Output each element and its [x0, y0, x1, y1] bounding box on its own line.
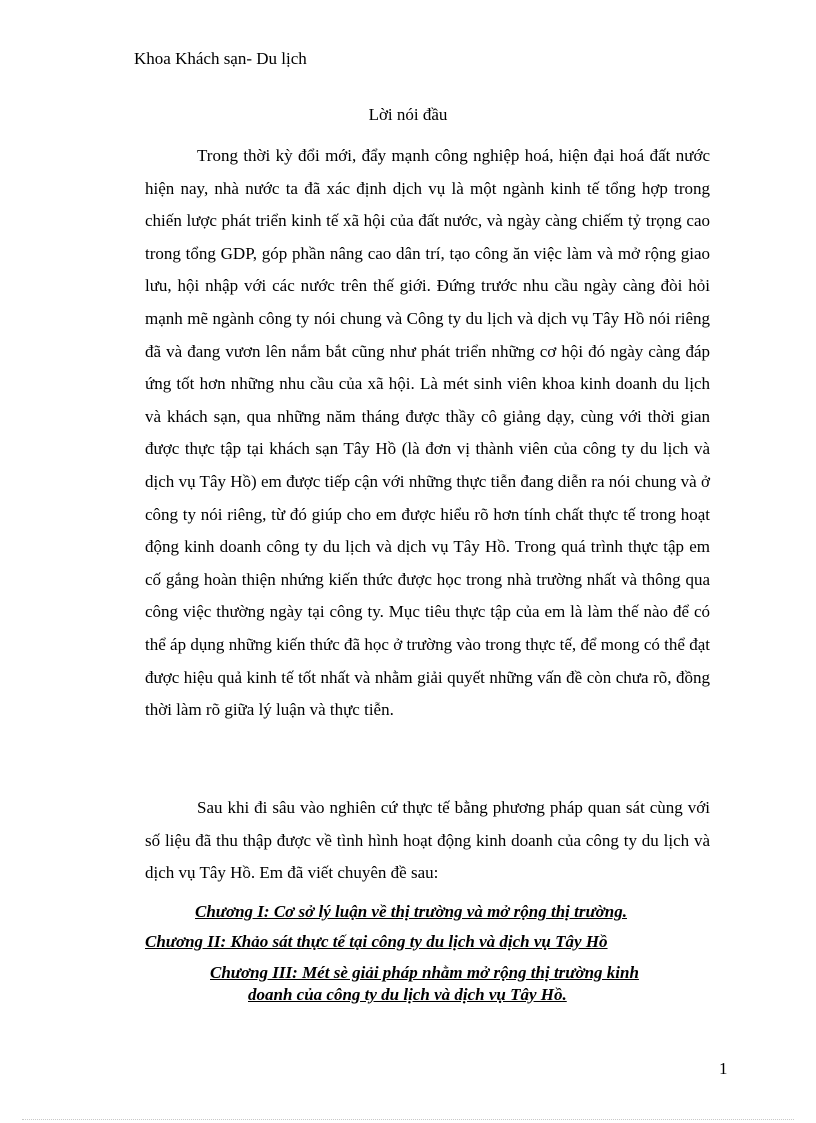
page-header: Khoa Khách sạn- Du lịch — [134, 49, 307, 68]
page-title: Lời nói đầu — [368, 105, 448, 124]
chapter-1-heading: Chương I: Cơ sở lý luận về thị trường và mở rộng thị trường. — [195, 902, 627, 921]
page-number: 1 — [719, 1059, 728, 1078]
intro-paragraph-1: Trong thời kỳ đổi mới, đẩy mạnh công nghiệp hoá, hiện đại hoá đất nước hiện nay, nhà nước ta đã xác định dịch vụ là một ngành kinh tế tổng hợp trong chiến lược phát triển kinh tế xã hội của đất nước, và ngày càng chiếm tỷ trọng cao trong tổng GDP, góp phần nâng cao dân trí, tạo công ăn việc làm và mở rộng giao lưu, hội nhập với các nước trên thế giới. Đứng trước nhu cầu ngày càng đòi hỏi mạnh mẽ ngành công ty nói chung và Công ty du lịch và dịch vụ Tây Hồ nói riêng đã và đang vươn lên nắm bắt cũng như phát triển những cơ hội đó ngày càng đáp ứng tốt hơn những nhu cầu của xã hội. Là mét sinh viên khoa kinh doanh du lịch và khách sạn, qua những năm tháng được thầy cô giảng dạy, cùng với thời gian được thực tập tại khách sạn Tây Hồ (là đơn vị thành viên của công ty du lịch và dịch vụ Tây Hồ) em được tiếp cận với những thực tiễn đang diễn ra nói chung và ở công ty nói riêng, từ đó giúp cho em được hiểu rõ hơn tính chất thực tế trong hoạt động kinh doanh công ty du lịch và dịch vụ Tây Hồ. Trong quá trình thực tập em cố gắng hoàn thiện nhứng kiến thức được học trong nhà trường nhất và thông qua công việc thường ngày tại công ty. Mục tiêu thực tập của em là làm thế nào để có thể áp dụng những kiến thức đã học ở trường vào trong thực tế, để mong có thể đạt được hiệu quả kinh tế tốt nhất và nhằm giải quyết những vấn đề còn chưa rõ, đồng thời làm rõ giữa lý luận và thực tiễn. — [145, 146, 710, 720]
chapter-3-heading — [210, 962, 710, 1006]
page-bottom-divider — [22, 1119, 794, 1120]
chapter-3-line-1: Chương III: Mét sè giải pháp nhằm mở rộng thị trường kinh — [210, 963, 639, 982]
chapter-2-heading: Chương II: Khảo sát thực tế tại công ty du lịch và dịch vụ Tây Hồ — [145, 932, 608, 951]
intro-paragraph-2: Sau khi đi sâu vào nghiên cứ thực tế bằng phương pháp quan sát cùng với số liệu đã thu thập được về tình hình hoạt động kinh doanh của công ty du lịch và dịch vụ Tây Hồ. Em đã viết chuyên đề sau: — [145, 798, 710, 883]
chapter-3-line-2: doanh của công ty du lịch và dịch vụ Tây Hồ. — [248, 985, 567, 1004]
